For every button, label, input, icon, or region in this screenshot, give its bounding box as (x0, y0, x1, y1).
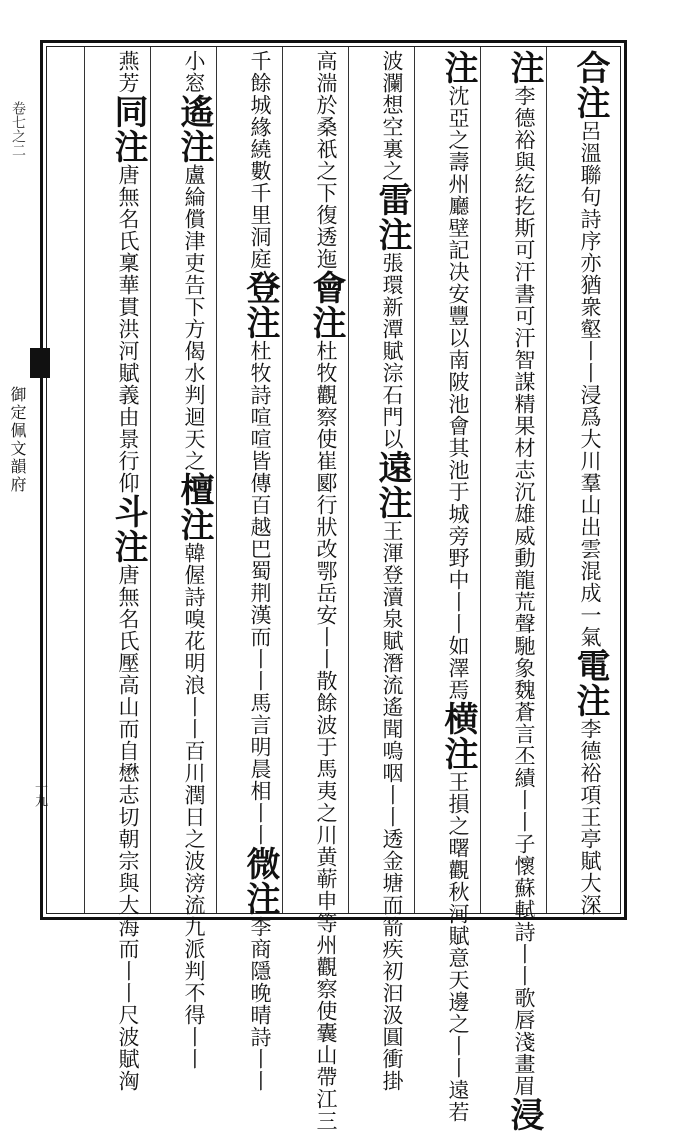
page-margin (0, 46, 47, 916)
column-rule (414, 47, 415, 913)
text-segment: 浸爲大川羣山出雲混成一氣 (578, 384, 602, 648)
entry-heading: 注 (438, 736, 478, 771)
text-segment: 百越巴蜀荆漢而丨丨 (248, 494, 272, 692)
margin-volume-label: 卷七之二 (10, 101, 26, 157)
text-segment: 判不得丨丨 (182, 960, 206, 1070)
text-segment: 唐無名氏稟華貫洪河賦義由景行仰 (116, 164, 140, 494)
entry-heading: 微 (240, 846, 280, 881)
text-segment: 壓 (116, 652, 140, 674)
column-rule (216, 47, 217, 913)
entry-heading: 遙 (174, 94, 214, 129)
entry-heading: 浸 (504, 1097, 544, 1132)
entry-heading: 注 (108, 529, 148, 564)
text-segment: 丨丨散餘波于馬夷之川 (314, 626, 338, 846)
text-segment: 李商隱晚 (248, 916, 272, 1004)
text-column (482, 50, 544, 1132)
text-segment: 呂溫聯句詩序亦猶衆壑丨丨 (578, 120, 602, 384)
text-column (152, 50, 214, 1070)
column-rule (150, 47, 151, 913)
text-column (350, 50, 412, 1092)
text-segment: 王渾登瀆泉賦 (380, 520, 404, 652)
text-segment: 杜牧觀察使崔郾行狀改鄂岳安 (314, 340, 338, 626)
entry-heading: 注 (570, 683, 610, 718)
column-rule (282, 47, 283, 913)
entry-heading: 電 (570, 648, 610, 683)
text-segment: 黄蕲申等州觀察使囊山帶江三 (314, 846, 338, 1132)
entry-heading: 注 (240, 881, 280, 916)
entry-heading: 斗 (108, 494, 148, 529)
entry-heading: 遠 (372, 450, 412, 485)
entry-heading: 登 (240, 270, 280, 305)
text-segment: 李德裕與紇扢斯可汗書可汗智謀精果材志沉雄威動龍 (512, 85, 536, 591)
text-segment: 潛流遙聞嗚咽丨丨 (380, 652, 404, 828)
entry-heading: 檀 (174, 472, 214, 507)
text-segment: 李德裕項王亭賦大 (578, 718, 602, 894)
entry-heading: 注 (372, 217, 412, 252)
entry-heading: 注 (174, 129, 214, 164)
text-segment: 沈亞之壽州廳壁記决安豐以南陂 (446, 85, 470, 393)
fishtail-mark-icon (30, 348, 50, 378)
entry-heading: 横 (438, 701, 478, 736)
entry-heading: 注 (108, 129, 148, 164)
entry-heading: 注 (174, 507, 214, 542)
text-column (86, 50, 148, 1092)
entry-heading: 注 (240, 305, 280, 340)
text-segment: 子懷蘇軾詩丨丨 (512, 833, 536, 987)
text-segment: 初汩汲圓衝掛 (380, 960, 404, 1092)
entry-heading: 會 (306, 270, 346, 305)
text-segment: 唐無名氏 (116, 564, 140, 652)
entry-heading: 注 (438, 50, 478, 85)
text-segment: 韓偓詩嗅花 (182, 542, 206, 652)
text-segment: 小窓 (182, 50, 206, 94)
folio-number: 十九 (32, 781, 47, 807)
text-segment: 明 (182, 652, 206, 674)
entry-heading: 雷 (372, 182, 412, 217)
text-segment: 高山而自懋志切朝宗與大海而丨丨 (116, 674, 140, 1004)
column-rule (84, 47, 85, 913)
text-segment: 高湍於桑祇之下復透迤 (314, 50, 338, 270)
entry-heading: 注 (372, 485, 412, 520)
text-segment: 杜牧詩喧喧皆傳 (248, 340, 272, 494)
text-segment: 池會其池于城旁野中丨丨 (446, 393, 470, 635)
text-segment: 波瀾想空裏之 (380, 50, 404, 182)
entry-heading: 合 (570, 50, 610, 85)
text-segment: 意天邊之丨丨遠若 (446, 947, 470, 1123)
text-segment: 盧綸償津吏告下方偈水判迴天之 (182, 164, 206, 472)
column-rule (546, 47, 547, 913)
entry-heading: 注 (306, 305, 346, 340)
text-column (548, 50, 610, 916)
text-column (416, 50, 478, 1123)
text-segment: 王損之曙觀秋河賦 (446, 771, 470, 947)
text-column (284, 50, 346, 1132)
text-segment: 張環新潭賦淙石門以 (380, 252, 404, 450)
column-rule (348, 47, 349, 913)
text-segment: 浪丨丨百川潤日之波滂流九派 (182, 674, 206, 960)
margin-book-title: 御定佩文韻府 (8, 386, 27, 494)
text-column (218, 50, 280, 1092)
text-segment: 透金塘而箭疾 (380, 828, 404, 960)
text-segment: 深 (578, 894, 602, 916)
column-rule (480, 47, 481, 913)
entry-heading: 同 (108, 94, 148, 129)
text-segment: 燕芳 (116, 50, 140, 94)
text-segment: 荒聲馳象魏蒼言丕績丨丨 (512, 591, 536, 833)
text-segment: 晴詩丨丨 (248, 1004, 272, 1092)
text-segment: 尺波賦洶 (116, 1004, 140, 1092)
entry-heading: 注 (504, 50, 544, 85)
text-segment: 歌唇淺畫眉 (512, 987, 536, 1097)
text-segment: 千餘城緣繞數千里洞庭 (248, 50, 272, 270)
text-segment: 馬言明晨相丨丨 (248, 692, 272, 846)
entry-heading: 注 (570, 85, 610, 120)
text-segment: 如澤焉 (446, 635, 470, 701)
